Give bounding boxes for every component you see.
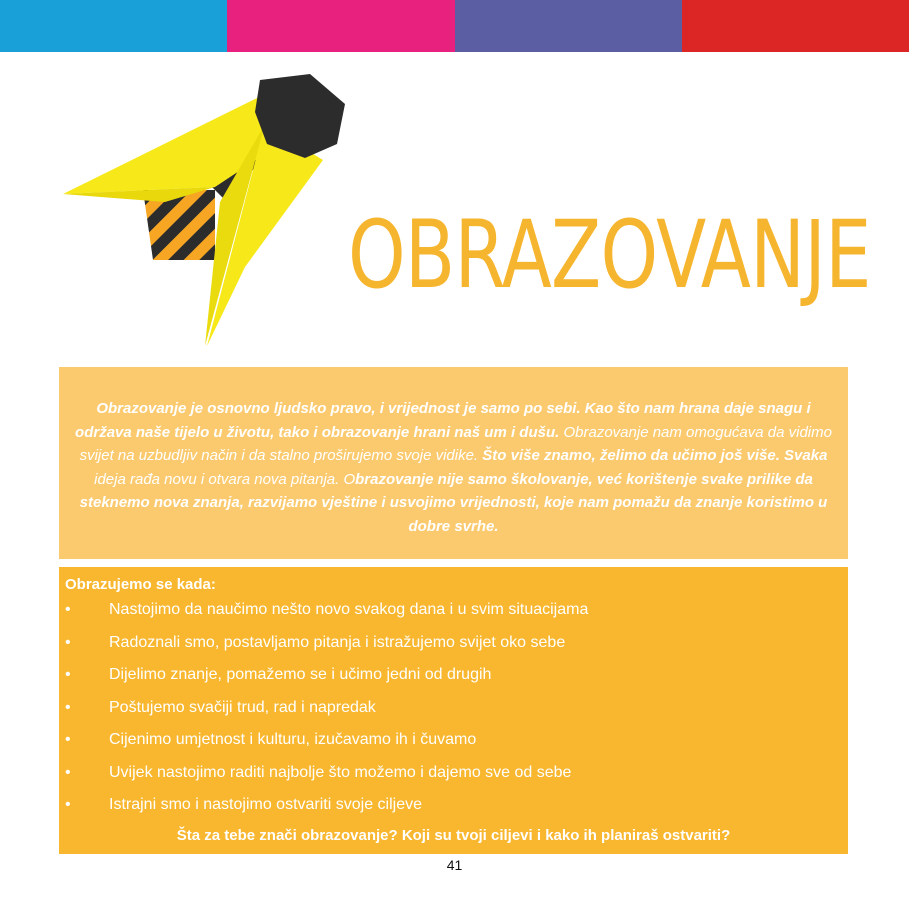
list-item-text: Uvijek nastojimo raditi najbolje što možemo i dajemo sve od sebe (109, 763, 572, 781)
list-item (65, 727, 842, 760)
list-item (65, 695, 842, 728)
list-item-text: Dijelimo znanje, pomažemo se i učimo jedni od drugih (109, 666, 492, 683)
list-item (65, 760, 842, 793)
page-title: OBRAZOVANJE (348, 201, 871, 310)
reflection-question: Šta za tebe znači obrazovanje? Koji su tvoji ciljevi i kako ih planiraš ostvariti? (176, 827, 731, 844)
list-item (65, 597, 842, 630)
list-item-text: Radoznali smo, postavljamo pitanja i istražujemo svijet oko sebe (109, 633, 566, 651)
bee-icon (55, 62, 355, 352)
intro-sentence-4: ideja rađa novu i otvara nova pitanja. O (94, 470, 356, 488)
intro-sentence-2: Obrazovanje nam omogućava da vidimo svijet na uzbudljiv način i da stalno proširujemo svoje vidike. (79, 423, 832, 464)
bullet-icon: • (65, 763, 71, 781)
intro-paragraph (59, 367, 848, 559)
bullet-icon: • (65, 796, 71, 813)
intro-sentence-3: Što više znamo, želimo da učimo još više. Svaka (482, 447, 828, 464)
top-bar-blue (0, 0, 227, 52)
list-item (65, 630, 842, 663)
top-bar-red (682, 0, 909, 52)
top-bar-purple (455, 0, 682, 52)
page-number: 41 (446, 857, 463, 873)
bullet-icon: • (65, 601, 71, 618)
list-heading: Obrazujemo se kada: (65, 576, 216, 593)
bullet-icon: • (65, 633, 71, 651)
bullet-icon: • (65, 698, 71, 716)
top-bar-pink (227, 0, 454, 52)
list-item-text: Nastojimo da naučimo nešto novo svakog dana i u svim situacijama (109, 601, 589, 618)
bullet-icon: • (65, 666, 71, 683)
list-item-text: Istrajni smo i nastojimo ostvariti svoje ciljeve (109, 796, 422, 813)
list-item (65, 662, 842, 695)
intro-sentence-1: Obrazovanje je osnovno ljudsko pravo, i vrijednost je samo po sebi. Kao što nam hrana daje snagu i održava naše tijelo u životu, tako i obrazovanje hrani naš um i dušu. (75, 400, 811, 441)
list-item-text: Cijenimo umjetnost i kulturu, izučavamo ih i čuvamo (109, 731, 477, 748)
bullet-list (65, 597, 842, 825)
list-item (65, 792, 842, 825)
list-item-text: Poštujemo svačiji trud, rad i napredak (109, 698, 376, 716)
top-color-bar (0, 0, 909, 52)
intro-sentence-5: brazovanje nije samo školovanje, već korištenje svake prilike da steknemo nova znanja, razvijamo vještine i usvojimo vrijednosti, koje nam pomažu da znanje koristimo u dobre svrhe. (79, 470, 828, 535)
learning-list-box (59, 567, 848, 854)
bullet-icon: • (65, 731, 71, 748)
